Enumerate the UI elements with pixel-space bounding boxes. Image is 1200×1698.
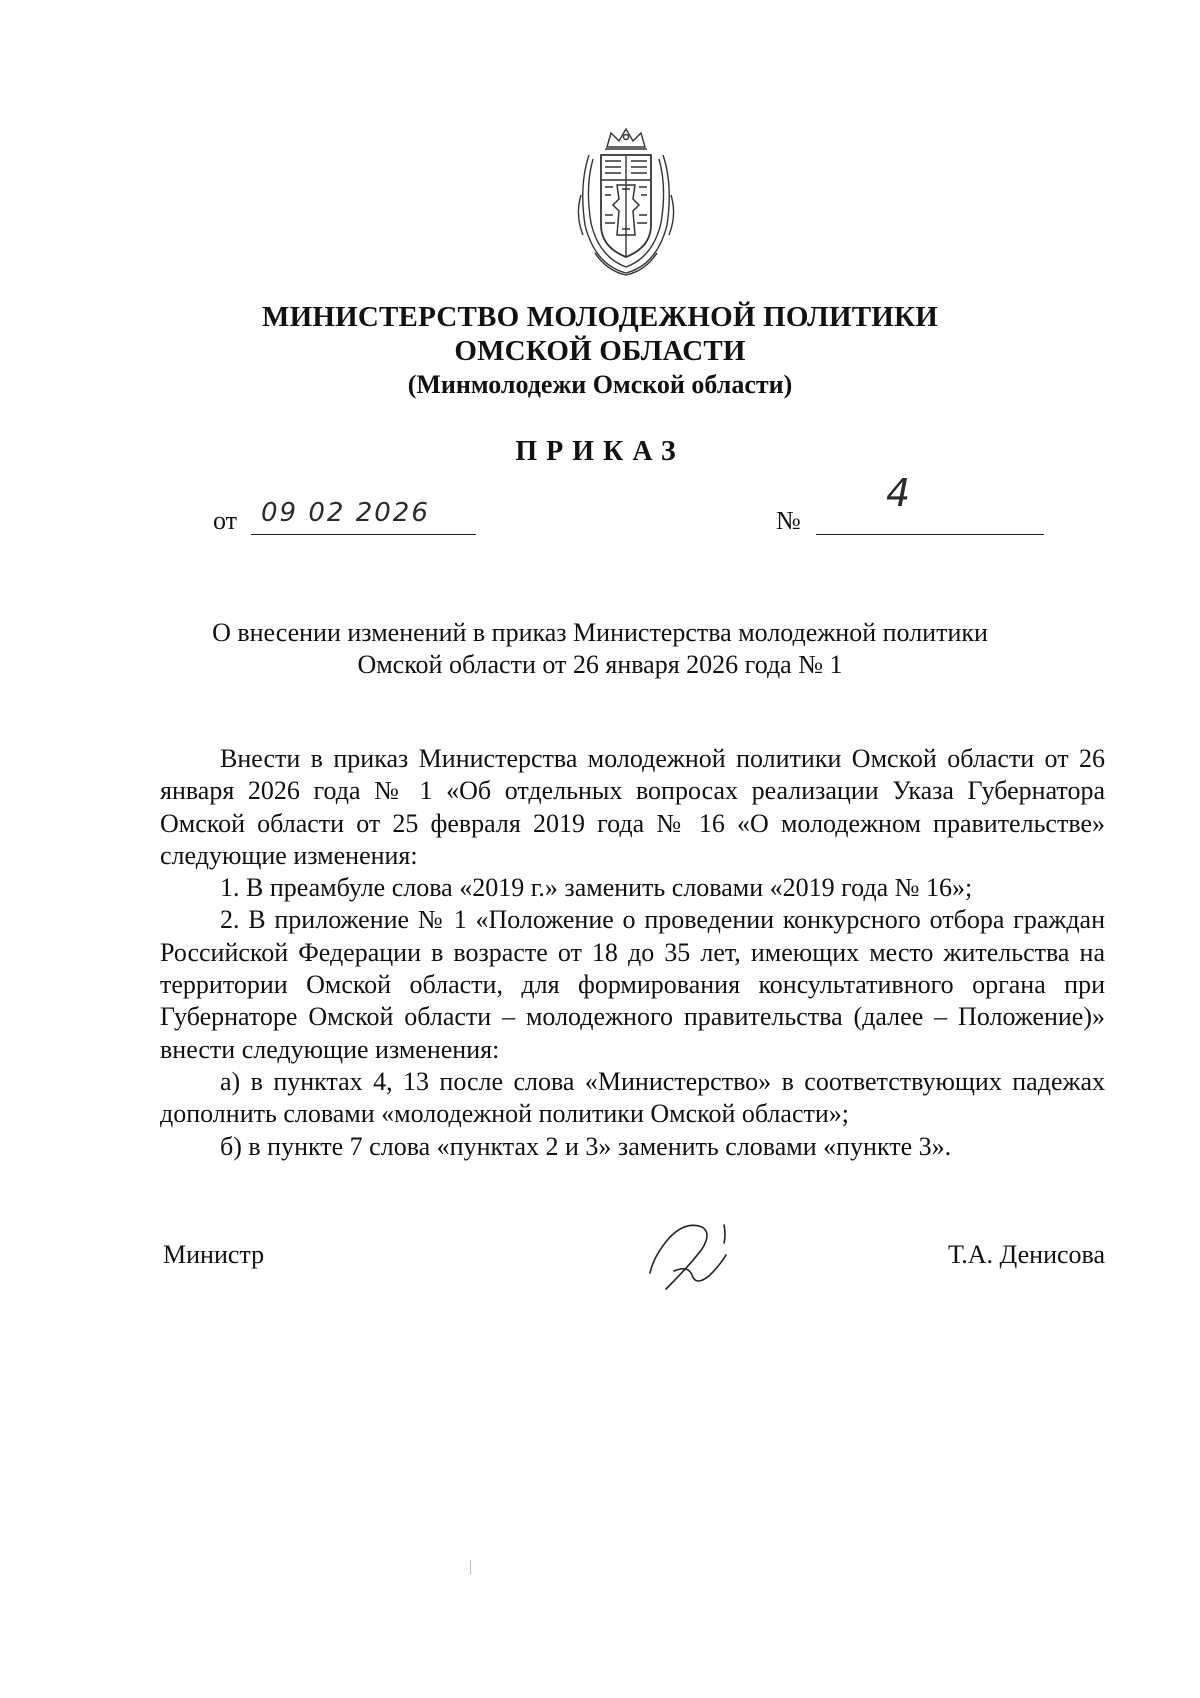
date-field-line [251, 500, 476, 535]
subject-line-1: О внесении изменений в приказ Министерства молодежной политики [212, 618, 988, 647]
coat-of-arms-icon [567, 125, 685, 277]
body-paragraph-item-1: 1. В преамбуле слова «2019 г.» заменить словами «2019 года № 16»; [220, 873, 973, 903]
number-field-line [816, 471, 1044, 535]
scan-artifact [470, 1560, 471, 1574]
handwritten-date-value: 09 02 2026 [261, 498, 430, 528]
number-prefix-label: № [776, 506, 801, 535]
subject-line-2: Омской области от 26 января 2026 года № 1 [357, 650, 843, 679]
order-body [160, 743, 1105, 1163]
org-name-line1: МИНИСТЕРСТВО МОЛОДЕЖНОЙ ПОЛИТИКИ [262, 301, 938, 333]
body-paragraph-subitem-a: а) в пунктах 4, 13 после слова «Министерство» в соответствующих падежах дополнить словами «молодежной политики Омской области»; [160, 1066, 1105, 1129]
signature-icon [640, 1215, 740, 1295]
body-paragraph-item-2: 2. В приложение № 1 «Положение о проведении конкурсного отбора граждан Российской Федерации в возрасте от 18 до 35 лет, имеющих место жительства на территории Омской области, для формирования консультативного органа при Губернаторе Омской области – молодежного правительства (далее – Положение)» внести следующие изменения: [160, 905, 1105, 1064]
body-paragraph-subitem-b: б) в пункте 7 слова «пунктах 2 и 3» заменить словами «пункте 3». [220, 1131, 952, 1161]
signatory-name: Т.А. Денисова [948, 1240, 1105, 1269]
signatory-title: Министр [163, 1240, 265, 1269]
handwritten-number-value: 4 [886, 471, 911, 515]
date-prefix-label: от [213, 506, 238, 535]
org-name-line2: ОМСКОЙ ОБЛАСТИ [454, 335, 746, 367]
document-type-title: ПРИКАЗ [515, 436, 685, 467]
body-paragraph-intro: Внести в приказ Министерства молодежной политики Омской области от 26 января 2026 года № 1 «Об отдельных вопросах реализации Указа Губернатора Омской области от 25 февраля 2019 года № 16 «О молодежном правительстве» следующие изменения: [160, 744, 1105, 870]
org-short-name: (Минмолодежи Омской области) [407, 370, 793, 399]
